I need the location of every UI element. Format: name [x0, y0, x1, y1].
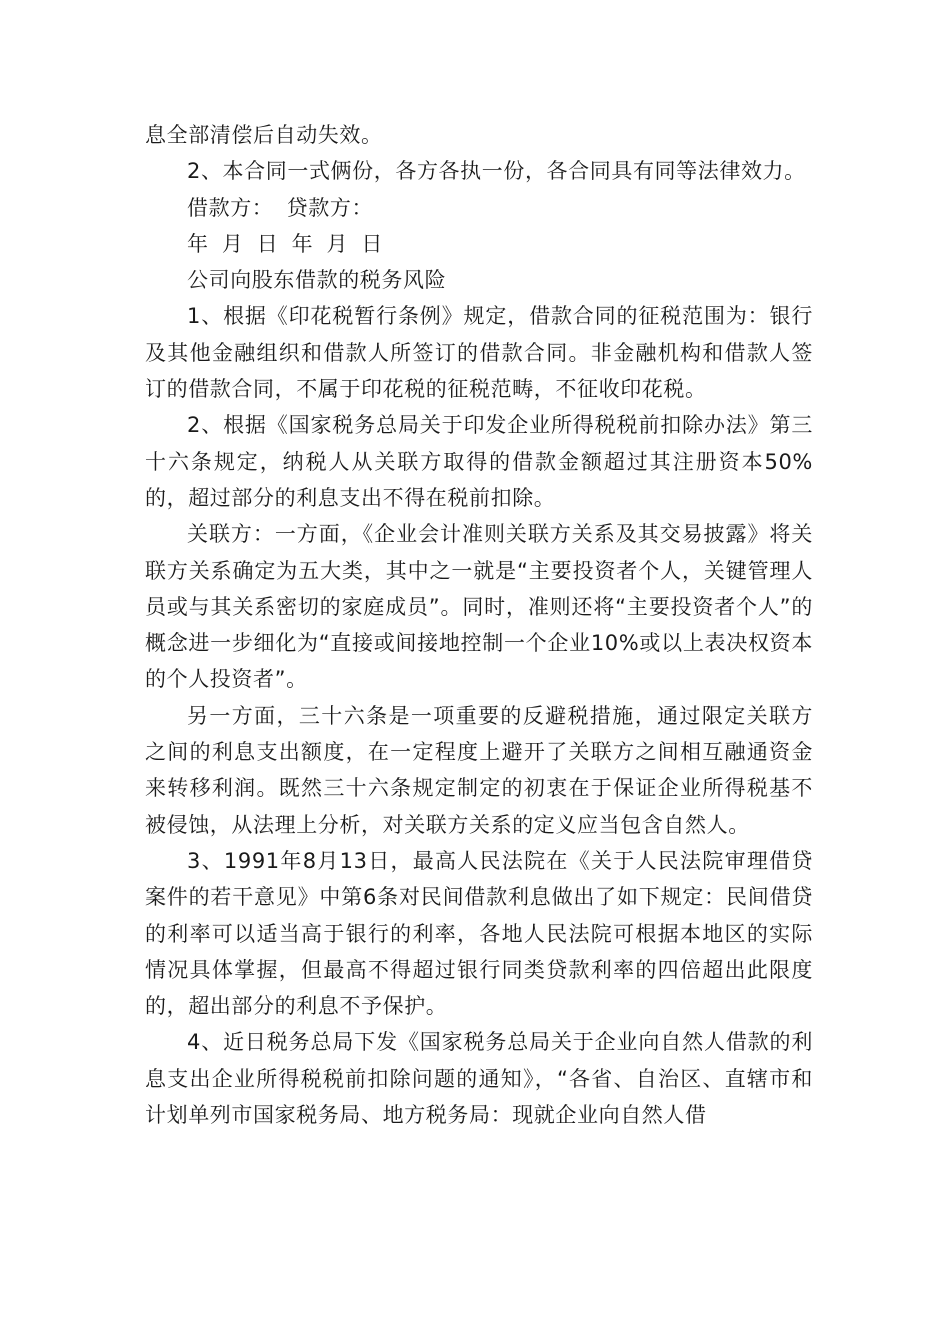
paragraph-deduction-rule: 2、根据《国家税务总局关于印发企业所得税税前扣除办法》第三十六条规定，纳税人从关联方取得的借款金额超过其注册资本50%的，超过部分的利息支出不得在税前扣除。 [145, 413, 813, 510]
document-body [145, 117, 813, 1133]
section-heading: 公司向股东借款的税务风险 [187, 268, 447, 293]
paragraph-contract-copies: 2、本合同一式俩份，各方各执一份，各合同具有同等法律效力。 [187, 159, 806, 184]
paragraph-related-party: 关联方：一方面，《企业会计准则关联方关系及其交易披露》将关联方关系确定为五大类，其中之一就是“主要投资者个人，关键管理人员或与其关系密切的家庭成员”。同时，准则还将“主要投资者个人”的概念进一步细化为“直接或间接地控制一个企业10%或以上表决权资本的个人投资者”。 [145, 522, 813, 692]
paragraph-stamp-tax: 1、根据《印花税暂行条例》规定，借款合同的征税范围为：银行及其他金融组织和借款人所签订的借款合同。非金融机构和借款人签订的借款合同，不属于印花税的征税范畴，不征收印花税。 [145, 304, 813, 402]
paragraph-continuation: 息全部清偿后自动失效。 [145, 123, 383, 147]
paragraph-anti-avoidance: 另一方面，三十六条是一项重要的反避税措施，通过限定关联方之间的利息支出额度，在一定程度上避开了关联方之间相互融通资金来转移利润。既然三十六条规定制定的初衷在于保证企业所得税基不被侵蚀，从法理上分析，对关联方关系的定义应当包含自然人。 [145, 703, 813, 837]
paragraph-court-opinion: 3、1991年8月13日，最高人民法院在《关于人民法院审理借贷案件的若干意见》中第6条对民间借款利息做出了如下规定：民间借贷的利率可以适当高于银行的利率，各地人民法院可根据本地区的实际情况具体掌握，但最高不得超过银行同类贷款利率的四倍超出此限度的，超出部分的利息不予保护。 [145, 848, 813, 1019]
paragraph-signature-parties: 借款方： 贷款方： [187, 195, 374, 220]
paragraph-signature-dates: 年 月 日 年 月 日 [187, 231, 383, 256]
paragraph-tax-notice: 4、近日税务总局下发《国家税务总局关于企业向自然人借款的利息支出企业所得税税前扣除问题的通知》，“各省、自治区、直辖市和计划单列市国家税务局、地方税务局：现就企业向自然人借 [145, 1030, 813, 1128]
